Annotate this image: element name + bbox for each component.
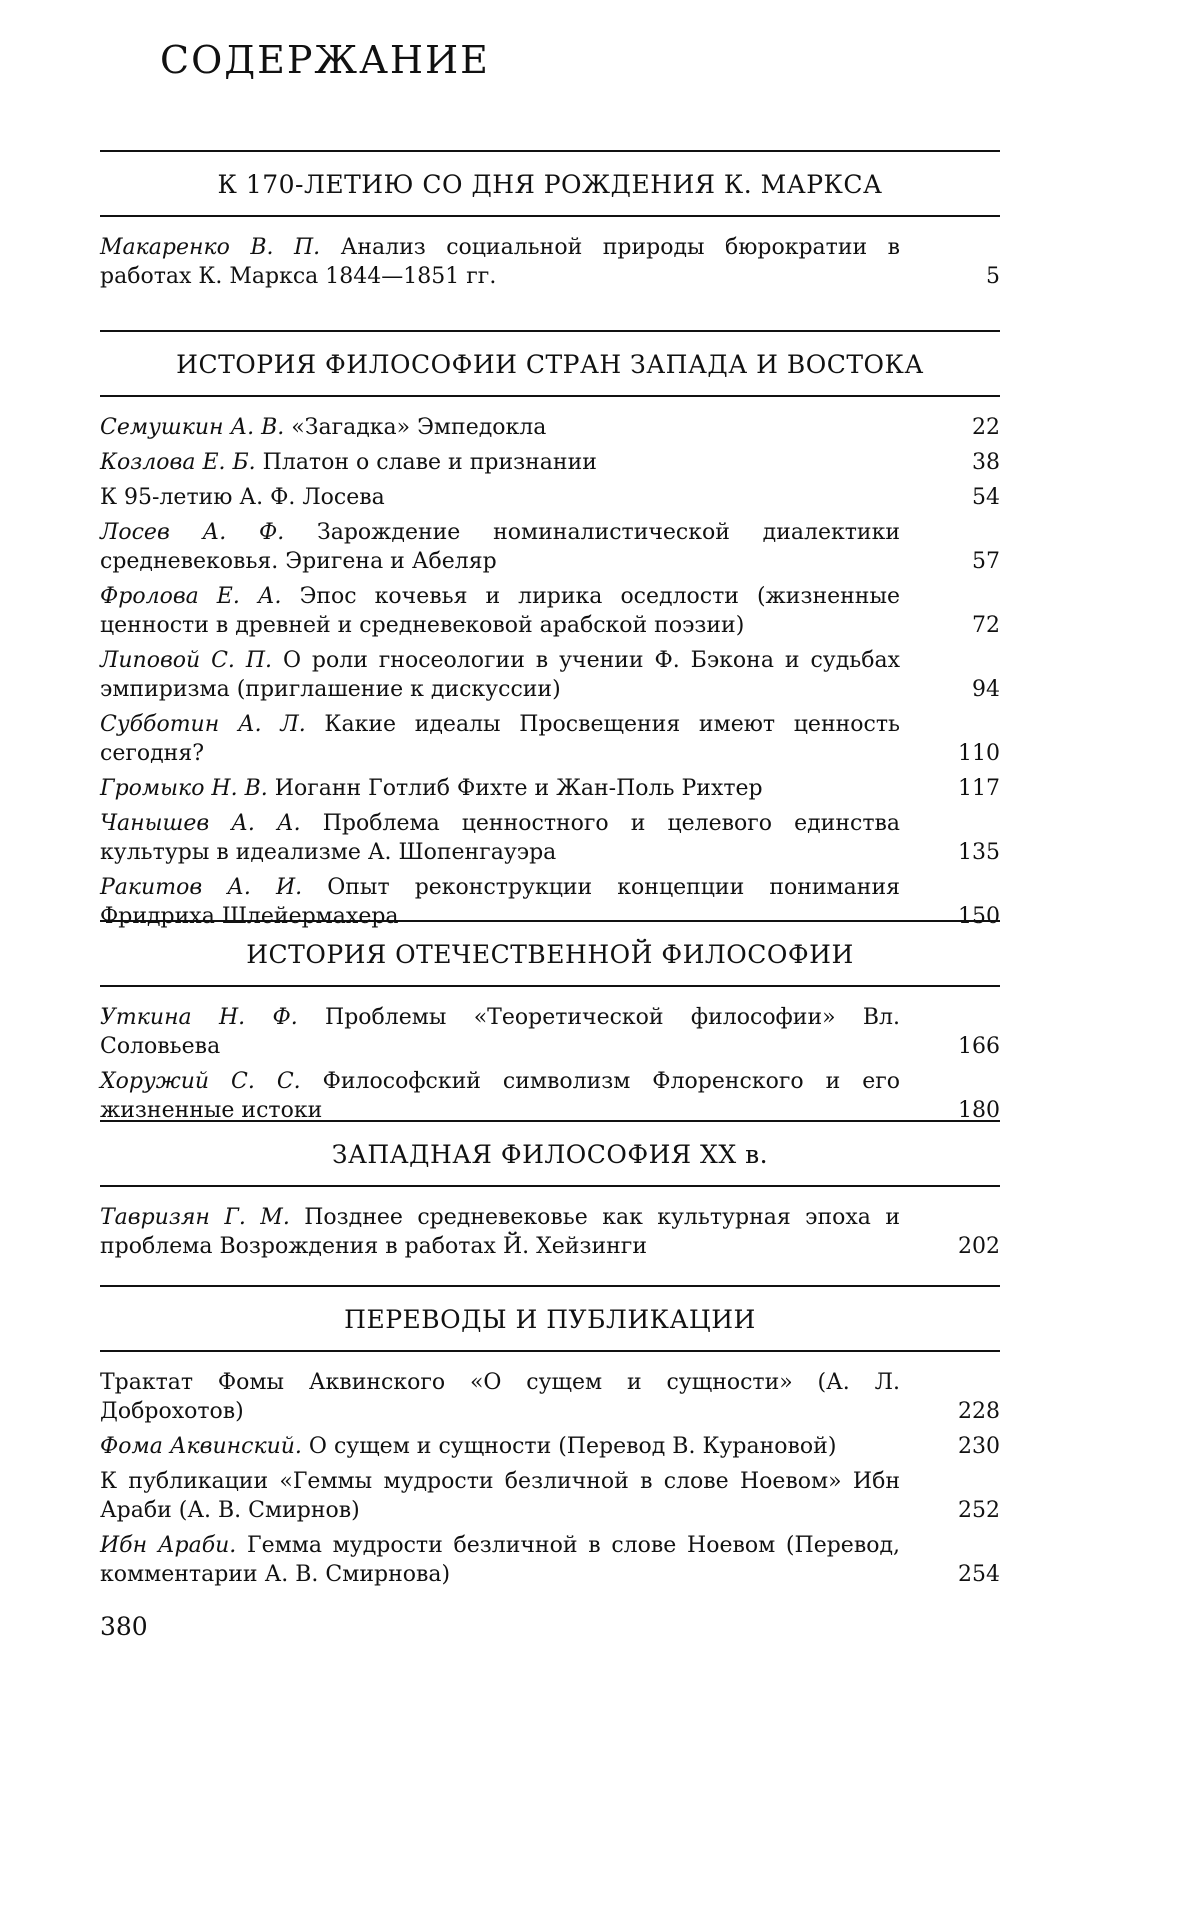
entry-title: Философский символизм Флоренского и его жизненные истоки [100, 1069, 900, 1123]
entry-page: 72 [972, 613, 1000, 638]
entry-text [100, 1531, 920, 1589]
entry-author: Хоружий С. С. [100, 1069, 301, 1094]
entry-text [100, 233, 920, 291]
entry-author: Ибн Араби. [100, 1533, 237, 1558]
entry-author: Липовой С. П. [100, 648, 273, 673]
entry-title: Проблема ценностного и целевого единства культуры в идеализме А. Шопенгауэра [100, 811, 900, 865]
section-heading: ЗАПАДНАЯ ФИЛОСОФИЯ XX в. [100, 1120, 1000, 1187]
entry-author: Лосев А. Ф. [100, 520, 285, 545]
entry-page: 180 [958, 1098, 1000, 1123]
entry-text [100, 1467, 920, 1525]
entry-page: 110 [958, 741, 1000, 766]
entry-text [100, 582, 920, 640]
toc-entry[interactable] [100, 1067, 1000, 1125]
entry-title: Эпос кочевья и лирика оседлости (жизненные ценности в древней и средневековой арабской поэзии) [100, 584, 900, 638]
entry-page: 135 [958, 840, 1000, 865]
entry-page: 94 [972, 677, 1000, 702]
toc-entry[interactable] [100, 413, 1000, 442]
toc-entry[interactable] [100, 1203, 1000, 1261]
entry-title: К 95-летию А. Ф. Лосева [100, 485, 385, 510]
entry-author: Субботин А. Л. [100, 712, 306, 737]
entry-list [100, 217, 1000, 291]
entry-list [100, 987, 1000, 1125]
entry-author: Тавризян Г. М. [100, 1205, 290, 1230]
entry-page: 252 [958, 1498, 1000, 1523]
entry-text [100, 646, 920, 704]
entry-author: Уткина Н. Ф. [100, 1005, 298, 1030]
entry-text [100, 1003, 920, 1061]
entry-author: Макаренко В. П. [100, 235, 321, 260]
section-heading: ИСТОРИЯ ОТЕЧЕСТВЕННОЙ ФИЛОСОФИИ [100, 920, 1000, 987]
toc-entry[interactable] [100, 646, 1000, 704]
entry-title: Гемма мудрости безличной в слове Ноевом (Перевод, комментарии А. В. Смирнова) [100, 1533, 900, 1587]
entry-text [100, 1368, 920, 1426]
entry-text [100, 483, 920, 512]
section-heading: К 170-ЛЕТИЮ СО ДНЯ РОЖДЕНИЯ К. МАРКСА [100, 150, 1000, 217]
entry-list [100, 397, 1000, 931]
entry-text [100, 413, 920, 442]
toc-entry[interactable] [100, 582, 1000, 640]
entry-text [100, 1432, 920, 1461]
entry-page: 117 [958, 776, 1000, 801]
toc-entry[interactable] [100, 233, 1000, 291]
entry-title: Какие идеалы Просвещения имеют ценность сегодня? [100, 712, 900, 766]
entry-author: Козлова Е. Б. [100, 450, 256, 475]
entry-title: Иоганн Готлиб Фихте и Жан-Поль Рихтер [274, 776, 763, 801]
entry-author: Семушкин А. В. [100, 415, 285, 440]
toc-section [100, 1120, 1000, 1267]
entry-text [100, 774, 920, 803]
toc-entry[interactable] [100, 774, 1000, 803]
entry-title: Трактат Фомы Аквинского «О сущем и сущности» (А. Л. Доброхотов) [100, 1370, 900, 1424]
entry-page: 254 [958, 1562, 1000, 1587]
page-number: 380 [100, 1612, 148, 1641]
entry-text [100, 809, 920, 867]
entry-page: 202 [958, 1234, 1000, 1259]
entry-page: 54 [972, 485, 1000, 510]
toc-entry[interactable] [100, 1432, 1000, 1461]
entry-page: 22 [972, 415, 1000, 440]
entry-text [100, 710, 920, 768]
entry-title: Позднее средневековье как культурная эпоха и проблема Возрождения в работах Й. Хейзинги [100, 1205, 900, 1259]
page-title: СОДЕРЖАНИЕ [160, 38, 490, 82]
entry-page: 38 [972, 450, 1000, 475]
entry-author: Чанышев А. А. [100, 811, 301, 836]
toc-section [100, 330, 1000, 937]
toc-entry[interactable] [100, 483, 1000, 512]
entry-author: Фролова Е. А. [100, 584, 282, 609]
toc-entry[interactable] [100, 1467, 1000, 1525]
toc-section [100, 150, 1000, 297]
toc-entry[interactable] [100, 1368, 1000, 1426]
entry-title: Проблемы «Теоретической философии» Вл. Соловьева [100, 1005, 901, 1059]
toc-section [100, 1285, 1000, 1595]
entry-title: К публикации «Геммы мудрости безличной в слове Ноевом» Ибн Араби (А. В. Смирнов) [100, 1469, 900, 1523]
toc-section [100, 920, 1000, 1131]
entry-page: 228 [958, 1399, 1000, 1424]
entry-list [100, 1187, 1000, 1261]
toc-entry[interactable] [100, 809, 1000, 867]
toc-entry[interactable] [100, 518, 1000, 576]
entry-page: 230 [958, 1434, 1000, 1459]
entry-title: Анализ социальной природы бюрократии в работах К. Маркса 1844—1851 гг. [100, 235, 901, 289]
toc-entry[interactable] [100, 448, 1000, 477]
entry-author: Ракитов А. И. [100, 875, 303, 900]
entry-title: Опыт реконструкции концепции понимания Фридриха Шлейермахера [100, 875, 900, 929]
toc-entry[interactable] [100, 1531, 1000, 1589]
entry-text [100, 1067, 920, 1125]
entry-page: 5 [986, 264, 1000, 289]
entry-title: «Загадка» Эмпедокла [291, 415, 547, 440]
section-heading: ИСТОРИЯ ФИЛОСОФИИ СТРАН ЗАПАДА И ВОСТОКА [100, 330, 1000, 397]
entry-text [100, 448, 920, 477]
entry-page: 166 [958, 1034, 1000, 1059]
entry-title: О роли гносеологии в учении Ф. Бэкона и судьбах эмпиризма (приглашение к дискуссии) [100, 648, 900, 702]
entry-page: 57 [972, 549, 1000, 574]
entry-page: 150 [958, 904, 1000, 929]
entry-list [100, 1352, 1000, 1589]
entry-text [100, 518, 920, 576]
entry-author: Фома Аквинский. [100, 1434, 302, 1459]
entry-title: Зарождение номиналистической диалектики средневековья. Эригена и Абеляр [100, 520, 900, 574]
entry-text [100, 1203, 920, 1261]
entry-author: Громыко Н. В. [100, 776, 268, 801]
section-heading: ПЕРЕВОДЫ И ПУБЛИКАЦИИ [100, 1285, 1000, 1352]
toc-entry[interactable] [100, 1003, 1000, 1061]
entry-title: О сущем и сущности (Перевод В. Курановой) [308, 1434, 837, 1459]
entry-title: Платон о славе и признании [262, 450, 597, 475]
toc-entry[interactable] [100, 710, 1000, 768]
